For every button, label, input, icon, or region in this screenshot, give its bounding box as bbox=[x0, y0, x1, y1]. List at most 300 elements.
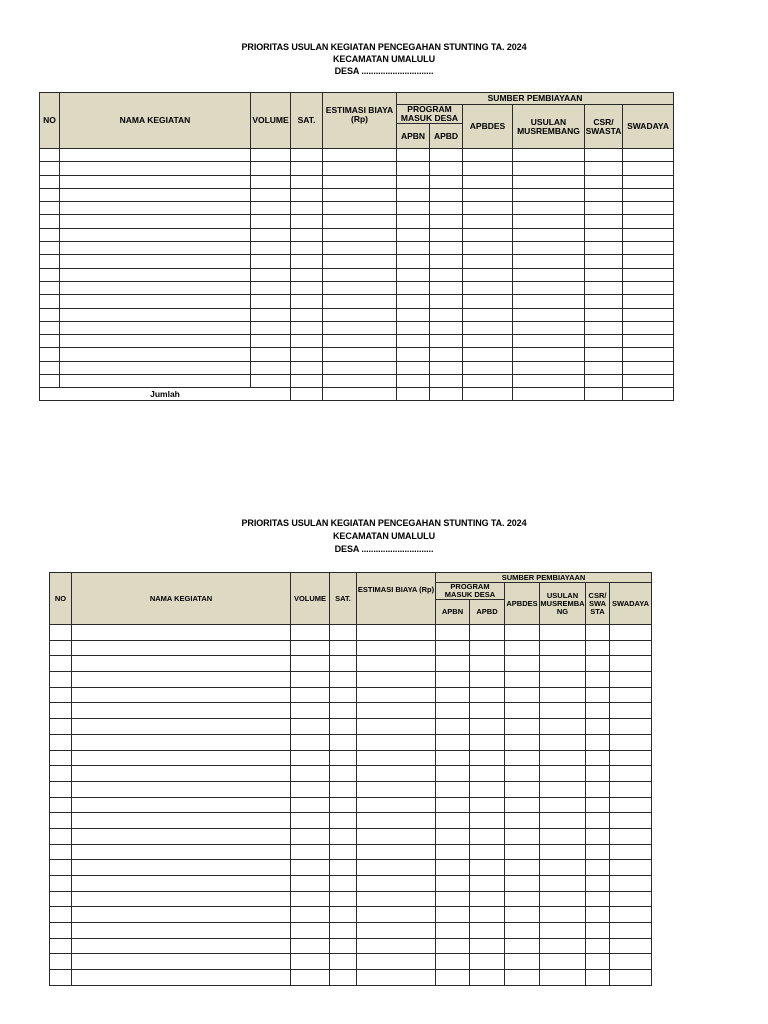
table-cell[interactable] bbox=[40, 149, 60, 162]
table-cell[interactable] bbox=[623, 228, 674, 241]
table-cell[interactable] bbox=[72, 719, 291, 735]
table-cell[interactable] bbox=[72, 923, 291, 939]
table-cell[interactable] bbox=[586, 719, 610, 735]
table-cell[interactable] bbox=[357, 876, 436, 892]
table-cell[interactable] bbox=[586, 625, 610, 641]
table-cell[interactable] bbox=[610, 640, 652, 656]
table-cell[interactable] bbox=[50, 954, 72, 970]
table-cell[interactable] bbox=[430, 295, 463, 308]
table-cell[interactable] bbox=[623, 242, 674, 255]
table-cell[interactable] bbox=[436, 970, 470, 986]
table-cell[interactable] bbox=[50, 970, 72, 986]
table-cell[interactable] bbox=[585, 149, 623, 162]
table-cell[interactable] bbox=[463, 281, 513, 294]
table-cell[interactable] bbox=[505, 703, 540, 719]
table-cell[interactable] bbox=[72, 891, 291, 907]
table-cell[interactable] bbox=[623, 149, 674, 162]
table-cell[interactable] bbox=[586, 954, 610, 970]
table-cell[interactable] bbox=[513, 321, 585, 334]
table-cell[interactable] bbox=[610, 625, 652, 641]
table-cell[interactable] bbox=[586, 813, 610, 829]
table-cell[interactable] bbox=[330, 828, 357, 844]
table-cell[interactable] bbox=[50, 766, 72, 782]
table-cell[interactable] bbox=[323, 215, 397, 228]
table-cell[interactable] bbox=[505, 687, 540, 703]
table-cell[interactable] bbox=[505, 656, 540, 672]
table-cell[interactable] bbox=[397, 175, 430, 188]
table-cell[interactable] bbox=[513, 242, 585, 255]
table-cell[interactable] bbox=[50, 625, 72, 641]
table-cell[interactable] bbox=[40, 361, 60, 374]
table-cell[interactable] bbox=[251, 321, 291, 334]
table-cell[interactable] bbox=[291, 860, 330, 876]
table-cell[interactable] bbox=[50, 876, 72, 892]
table-cell[interactable] bbox=[72, 656, 291, 672]
jumlah-cell[interactable] bbox=[430, 388, 463, 401]
table-cell[interactable] bbox=[397, 149, 430, 162]
table-cell[interactable] bbox=[357, 703, 436, 719]
table-cell[interactable] bbox=[505, 781, 540, 797]
table-cell[interactable] bbox=[251, 308, 291, 321]
table-cell[interactable] bbox=[291, 797, 330, 813]
table-cell[interactable] bbox=[610, 860, 652, 876]
table-cell[interactable] bbox=[585, 162, 623, 175]
table-cell[interactable] bbox=[60, 375, 251, 388]
table-cell[interactable] bbox=[323, 308, 397, 321]
table-cell[interactable] bbox=[470, 891, 505, 907]
table-cell[interactable] bbox=[610, 703, 652, 719]
table-cell[interactable] bbox=[585, 308, 623, 321]
table-cell[interactable] bbox=[470, 813, 505, 829]
table-cell[interactable] bbox=[291, 781, 330, 797]
table-cell[interactable] bbox=[291, 162, 323, 175]
table-cell[interactable] bbox=[585, 268, 623, 281]
table-cell[interactable] bbox=[397, 281, 430, 294]
table-cell[interactable] bbox=[72, 672, 291, 688]
table-cell[interactable] bbox=[251, 228, 291, 241]
table-cell[interactable] bbox=[585, 175, 623, 188]
table-cell[interactable] bbox=[585, 361, 623, 374]
table-cell[interactable] bbox=[436, 781, 470, 797]
table-cell[interactable] bbox=[463, 228, 513, 241]
table-cell[interactable] bbox=[72, 907, 291, 923]
table-cell[interactable] bbox=[586, 844, 610, 860]
table-cell[interactable] bbox=[463, 335, 513, 348]
table-cell[interactable] bbox=[291, 175, 323, 188]
table-cell[interactable] bbox=[430, 361, 463, 374]
table-cell[interactable] bbox=[357, 687, 436, 703]
table-cell[interactable] bbox=[60, 268, 251, 281]
table-cell[interactable] bbox=[585, 348, 623, 361]
table-cell[interactable] bbox=[623, 268, 674, 281]
table-cell[interactable] bbox=[50, 938, 72, 954]
table-cell[interactable] bbox=[436, 954, 470, 970]
jumlah-cell[interactable] bbox=[291, 388, 323, 401]
table-cell[interactable] bbox=[357, 844, 436, 860]
table-cell[interactable] bbox=[291, 703, 330, 719]
table-cell[interactable] bbox=[463, 255, 513, 268]
table-cell[interactable] bbox=[436, 750, 470, 766]
table-cell[interactable] bbox=[291, 348, 323, 361]
table-cell[interactable] bbox=[251, 162, 291, 175]
table-cell[interactable] bbox=[430, 149, 463, 162]
table-cell[interactable] bbox=[513, 188, 585, 201]
table-cell[interactable] bbox=[40, 335, 60, 348]
table-cell[interactable] bbox=[585, 228, 623, 241]
table-cell[interactable] bbox=[436, 703, 470, 719]
table-cell[interactable] bbox=[505, 891, 540, 907]
table-cell[interactable] bbox=[585, 335, 623, 348]
table-cell[interactable] bbox=[540, 828, 586, 844]
table-cell[interactable] bbox=[610, 954, 652, 970]
table-cell[interactable] bbox=[540, 625, 586, 641]
table-cell[interactable] bbox=[586, 923, 610, 939]
table-cell[interactable] bbox=[397, 308, 430, 321]
table-cell[interactable] bbox=[540, 781, 586, 797]
table-cell[interactable] bbox=[40, 162, 60, 175]
table-cell[interactable] bbox=[586, 891, 610, 907]
table-cell[interactable] bbox=[540, 719, 586, 735]
table-cell[interactable] bbox=[623, 375, 674, 388]
table-cell[interactable] bbox=[50, 828, 72, 844]
table-cell[interactable] bbox=[436, 625, 470, 641]
table-cell[interactable] bbox=[610, 750, 652, 766]
table-cell[interactable] bbox=[586, 970, 610, 986]
table-cell[interactable] bbox=[323, 188, 397, 201]
table-cell[interactable] bbox=[513, 202, 585, 215]
table-cell[interactable] bbox=[330, 687, 357, 703]
table-cell[interactable] bbox=[60, 321, 251, 334]
table-cell[interactable] bbox=[586, 750, 610, 766]
table-cell[interactable] bbox=[40, 215, 60, 228]
table-cell[interactable] bbox=[397, 348, 430, 361]
table-cell[interactable] bbox=[60, 149, 251, 162]
table-cell[interactable] bbox=[470, 938, 505, 954]
table-cell[interactable] bbox=[470, 656, 505, 672]
table-cell[interactable] bbox=[505, 907, 540, 923]
table-cell[interactable] bbox=[623, 308, 674, 321]
table-cell[interactable] bbox=[330, 938, 357, 954]
table-cell[interactable] bbox=[623, 162, 674, 175]
table-cell[interactable] bbox=[40, 308, 60, 321]
table-cell[interactable] bbox=[357, 907, 436, 923]
table-cell[interactable] bbox=[330, 750, 357, 766]
table-cell[interactable] bbox=[505, 640, 540, 656]
table-cell[interactable] bbox=[585, 255, 623, 268]
table-cell[interactable] bbox=[323, 162, 397, 175]
table-cell[interactable] bbox=[540, 923, 586, 939]
table-cell[interactable] bbox=[72, 734, 291, 750]
table-cell[interactable] bbox=[251, 175, 291, 188]
table-cell[interactable] bbox=[251, 348, 291, 361]
table-cell[interactable] bbox=[436, 766, 470, 782]
table-cell[interactable] bbox=[251, 242, 291, 255]
table-cell[interactable] bbox=[60, 348, 251, 361]
table-cell[interactable] bbox=[357, 750, 436, 766]
table-cell[interactable] bbox=[291, 923, 330, 939]
table-cell[interactable] bbox=[436, 923, 470, 939]
table-cell[interactable] bbox=[540, 891, 586, 907]
table-cell[interactable] bbox=[513, 348, 585, 361]
table-cell[interactable] bbox=[610, 813, 652, 829]
table-cell[interactable] bbox=[357, 891, 436, 907]
table-cell[interactable] bbox=[291, 750, 330, 766]
table-cell[interactable] bbox=[291, 907, 330, 923]
table-cell[interactable] bbox=[610, 781, 652, 797]
table-cell[interactable] bbox=[540, 970, 586, 986]
table-cell[interactable] bbox=[330, 844, 357, 860]
table-cell[interactable] bbox=[330, 781, 357, 797]
table-cell[interactable] bbox=[251, 361, 291, 374]
table-cell[interactable] bbox=[357, 860, 436, 876]
table-cell[interactable] bbox=[397, 188, 430, 201]
table-cell[interactable] bbox=[585, 202, 623, 215]
table-cell[interactable] bbox=[513, 162, 585, 175]
table-cell[interactable] bbox=[357, 672, 436, 688]
table-cell[interactable] bbox=[40, 202, 60, 215]
table-cell[interactable] bbox=[291, 938, 330, 954]
table-cell[interactable] bbox=[291, 202, 323, 215]
table-cell[interactable] bbox=[463, 202, 513, 215]
table-cell[interactable] bbox=[50, 907, 72, 923]
table-cell[interactable] bbox=[251, 202, 291, 215]
table-cell[interactable] bbox=[540, 672, 586, 688]
table-cell[interactable] bbox=[585, 215, 623, 228]
table-cell[interactable] bbox=[60, 175, 251, 188]
table-cell[interactable] bbox=[505, 797, 540, 813]
table-cell[interactable] bbox=[610, 766, 652, 782]
table-cell[interactable] bbox=[513, 375, 585, 388]
table-cell[interactable] bbox=[330, 656, 357, 672]
table-cell[interactable] bbox=[463, 375, 513, 388]
table-cell[interactable] bbox=[470, 750, 505, 766]
table-cell[interactable] bbox=[586, 938, 610, 954]
table-cell[interactable] bbox=[463, 175, 513, 188]
table-cell[interactable] bbox=[540, 734, 586, 750]
table-cell[interactable] bbox=[291, 242, 323, 255]
table-cell[interactable] bbox=[586, 640, 610, 656]
table-cell[interactable] bbox=[586, 656, 610, 672]
table-cell[interactable] bbox=[72, 797, 291, 813]
table-cell[interactable] bbox=[291, 656, 330, 672]
table-cell[interactable] bbox=[623, 348, 674, 361]
table-cell[interactable] bbox=[251, 295, 291, 308]
table-cell[interactable] bbox=[505, 766, 540, 782]
table-cell[interactable] bbox=[291, 308, 323, 321]
table-cell[interactable] bbox=[623, 202, 674, 215]
table-cell[interactable] bbox=[357, 954, 436, 970]
table-cell[interactable] bbox=[470, 625, 505, 641]
table-cell[interactable] bbox=[586, 860, 610, 876]
table-cell[interactable] bbox=[540, 703, 586, 719]
table-cell[interactable] bbox=[463, 321, 513, 334]
table-cell[interactable] bbox=[430, 281, 463, 294]
table-cell[interactable] bbox=[586, 797, 610, 813]
table-cell[interactable] bbox=[291, 281, 323, 294]
table-cell[interactable] bbox=[430, 268, 463, 281]
table-cell[interactable] bbox=[463, 188, 513, 201]
table-cell[interactable] bbox=[251, 335, 291, 348]
table-cell[interactable] bbox=[436, 640, 470, 656]
table-cell[interactable] bbox=[586, 828, 610, 844]
table-cell[interactable] bbox=[513, 175, 585, 188]
table-cell[interactable] bbox=[463, 268, 513, 281]
table-cell[interactable] bbox=[610, 687, 652, 703]
table-cell[interactable] bbox=[513, 255, 585, 268]
table-cell[interactable] bbox=[330, 766, 357, 782]
table-cell[interactable] bbox=[397, 295, 430, 308]
table-cell[interactable] bbox=[470, 860, 505, 876]
table-cell[interactable] bbox=[470, 719, 505, 735]
table-cell[interactable] bbox=[586, 907, 610, 923]
table-cell[interactable] bbox=[50, 672, 72, 688]
table-cell[interactable] bbox=[357, 656, 436, 672]
table-cell[interactable] bbox=[505, 750, 540, 766]
table-cell[interactable] bbox=[291, 766, 330, 782]
table-cell[interactable] bbox=[251, 255, 291, 268]
table-cell[interactable] bbox=[505, 828, 540, 844]
jumlah-cell[interactable] bbox=[323, 388, 397, 401]
table-cell[interactable] bbox=[291, 188, 323, 201]
table-cell[interactable] bbox=[436, 734, 470, 750]
table-cell[interactable] bbox=[50, 891, 72, 907]
table-cell[interactable] bbox=[40, 295, 60, 308]
table-cell[interactable] bbox=[513, 281, 585, 294]
table-cell[interactable] bbox=[430, 162, 463, 175]
table-cell[interactable] bbox=[60, 281, 251, 294]
table-cell[interactable] bbox=[330, 703, 357, 719]
table-cell[interactable] bbox=[470, 844, 505, 860]
table-cell[interactable] bbox=[357, 734, 436, 750]
table-cell[interactable] bbox=[540, 907, 586, 923]
table-cell[interactable] bbox=[323, 361, 397, 374]
table-cell[interactable] bbox=[463, 149, 513, 162]
table-cell[interactable] bbox=[72, 625, 291, 641]
table-cell[interactable] bbox=[585, 321, 623, 334]
table-cell[interactable] bbox=[610, 734, 652, 750]
table-cell[interactable] bbox=[330, 923, 357, 939]
table-cell[interactable] bbox=[291, 954, 330, 970]
table-cell[interactable] bbox=[470, 672, 505, 688]
table-cell[interactable] bbox=[251, 149, 291, 162]
table-cell[interactable] bbox=[60, 202, 251, 215]
table-cell[interactable] bbox=[585, 188, 623, 201]
table-cell[interactable] bbox=[436, 844, 470, 860]
table-cell[interactable] bbox=[436, 672, 470, 688]
table-cell[interactable] bbox=[505, 719, 540, 735]
table-cell[interactable] bbox=[251, 215, 291, 228]
table-cell[interactable] bbox=[623, 321, 674, 334]
table-cell[interactable] bbox=[40, 255, 60, 268]
table-cell[interactable] bbox=[397, 228, 430, 241]
table-cell[interactable] bbox=[72, 876, 291, 892]
table-cell[interactable] bbox=[470, 766, 505, 782]
table-cell[interactable] bbox=[430, 188, 463, 201]
table-cell[interactable] bbox=[585, 242, 623, 255]
table-cell[interactable] bbox=[357, 640, 436, 656]
table-cell[interactable] bbox=[251, 188, 291, 201]
table-cell[interactable] bbox=[610, 970, 652, 986]
table-cell[interactable] bbox=[585, 281, 623, 294]
table-cell[interactable] bbox=[60, 188, 251, 201]
table-cell[interactable] bbox=[623, 295, 674, 308]
table-cell[interactable] bbox=[251, 281, 291, 294]
table-cell[interactable] bbox=[470, 828, 505, 844]
table-cell[interactable] bbox=[72, 844, 291, 860]
table-cell[interactable] bbox=[436, 907, 470, 923]
table-cell[interactable] bbox=[60, 228, 251, 241]
table-cell[interactable] bbox=[623, 281, 674, 294]
table-cell[interactable] bbox=[60, 361, 251, 374]
table-cell[interactable] bbox=[505, 672, 540, 688]
table-cell[interactable] bbox=[610, 719, 652, 735]
table-cell[interactable] bbox=[610, 797, 652, 813]
table-cell[interactable] bbox=[323, 348, 397, 361]
table-cell[interactable] bbox=[357, 781, 436, 797]
table-cell[interactable] bbox=[436, 938, 470, 954]
table-cell[interactable] bbox=[513, 215, 585, 228]
table-cell[interactable] bbox=[60, 162, 251, 175]
table-cell[interactable] bbox=[430, 255, 463, 268]
table-cell[interactable] bbox=[430, 308, 463, 321]
table-cell[interactable] bbox=[540, 687, 586, 703]
table-cell[interactable] bbox=[330, 625, 357, 641]
table-cell[interactable] bbox=[72, 750, 291, 766]
table-cell[interactable] bbox=[397, 242, 430, 255]
table-cell[interactable] bbox=[291, 640, 330, 656]
table-cell[interactable] bbox=[540, 844, 586, 860]
table-cell[interactable] bbox=[323, 321, 397, 334]
table-cell[interactable] bbox=[330, 970, 357, 986]
table-cell[interactable] bbox=[323, 242, 397, 255]
table-cell[interactable] bbox=[436, 891, 470, 907]
table-cell[interactable] bbox=[505, 860, 540, 876]
table-cell[interactable] bbox=[291, 970, 330, 986]
table-cell[interactable] bbox=[470, 687, 505, 703]
table-cell[interactable] bbox=[470, 640, 505, 656]
table-cell[interactable] bbox=[397, 255, 430, 268]
jumlah-cell[interactable] bbox=[513, 388, 585, 401]
table-cell[interactable] bbox=[513, 228, 585, 241]
table-cell[interactable] bbox=[513, 308, 585, 321]
jumlah-cell[interactable] bbox=[623, 388, 674, 401]
table-cell[interactable] bbox=[50, 781, 72, 797]
table-cell[interactable] bbox=[323, 149, 397, 162]
table-cell[interactable] bbox=[291, 734, 330, 750]
table-cell[interactable] bbox=[397, 375, 430, 388]
table-cell[interactable] bbox=[40, 348, 60, 361]
table-cell[interactable] bbox=[586, 766, 610, 782]
table-cell[interactable] bbox=[436, 876, 470, 892]
table-cell[interactable] bbox=[291, 361, 323, 374]
table-cell[interactable] bbox=[40, 228, 60, 241]
table-cell[interactable] bbox=[50, 860, 72, 876]
table-cell[interactable] bbox=[72, 766, 291, 782]
table-cell[interactable] bbox=[610, 844, 652, 860]
table-cell[interactable] bbox=[430, 228, 463, 241]
table-cell[interactable] bbox=[430, 202, 463, 215]
table-cell[interactable] bbox=[72, 938, 291, 954]
table-cell[interactable] bbox=[436, 860, 470, 876]
table-cell[interactable] bbox=[357, 625, 436, 641]
table-cell[interactable] bbox=[291, 268, 323, 281]
table-cell[interactable] bbox=[397, 215, 430, 228]
table-cell[interactable] bbox=[397, 162, 430, 175]
table-cell[interactable] bbox=[470, 876, 505, 892]
table-cell[interactable] bbox=[436, 719, 470, 735]
table-cell[interactable] bbox=[610, 672, 652, 688]
table-cell[interactable] bbox=[357, 719, 436, 735]
